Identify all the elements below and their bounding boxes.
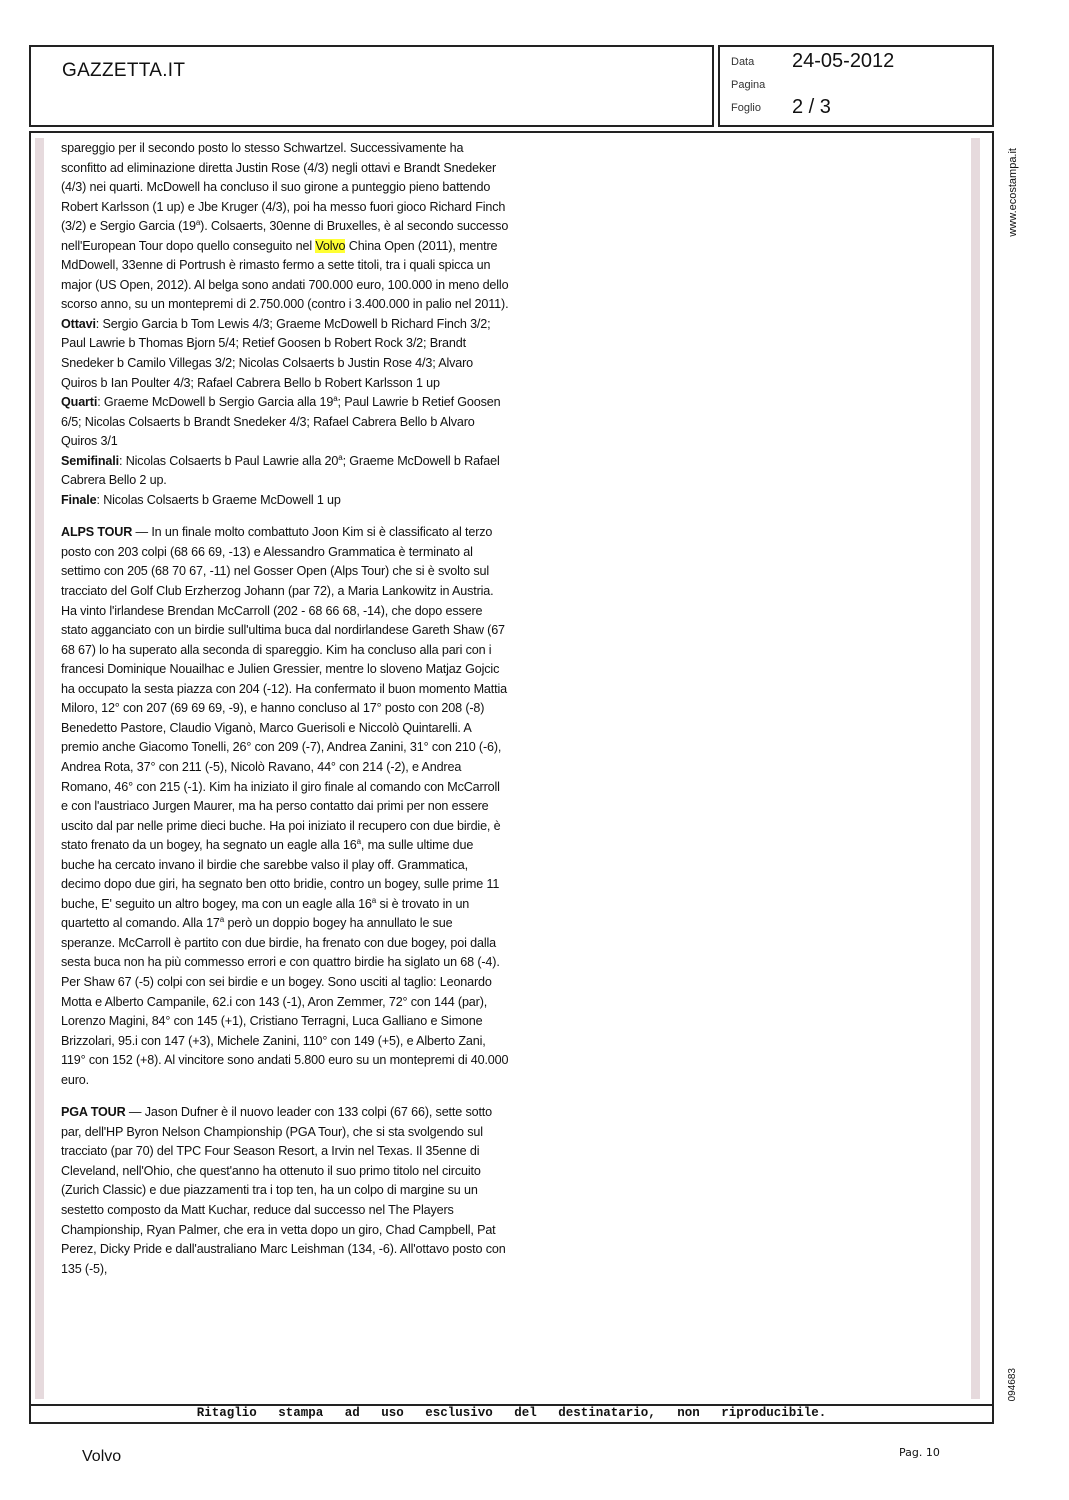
header-source-box	[29, 45, 714, 127]
article-body	[61, 139, 509, 1279]
paragraph-pga-tour: PGA TOUR — Jason Dufner è il nuovo leader con 133 colpi (67 66), sette sotto par, dell'HP Byron Nelson Championship (PGA Tour), che si sta svolgendo sul tracciato (par 70) del TPC Four Season Resort, a Irvin nel Texas. Il 35enne di Cleveland, nell'Ohio, che quest'anno ha ottenuto il suo primo titolo nel circuito (Zurich Classic) e due piazzamenti tra i top ten, ha un colpo di margine su un sestetto composto da Matt Kuchar, reduce dal successo nel The Players Championship, Ryan Palmer, che era in vetta dopo un giro, Chad Campbell, Pat Perez, Dicky Pride e dall'australiano Marc Leishman (134, -6). All'ottavo posto con 135 (-5),	[61, 1105, 506, 1276]
paragraph-quarti: Quarti: Graeme McDowell b Sergio Garcia alla 19$^a$; Paul Lawrie b Retief Goosen 6/5; Nicolas Colsaerts b Brandt Snedeker 4/3; Rafael Cabrera Bello b Alvaro Quiros 3/1	[61, 393, 501, 449]
highlighted-keyword: Volvo	[315, 238, 346, 253]
side-url: www.ecostampa.it	[1007, 148, 1019, 237]
header-meta-box	[718, 45, 994, 127]
date-value: 24-05-2012	[792, 50, 895, 72]
date-label: Data	[731, 56, 755, 68]
paragraph-finale: Finale: Nicolas Colsaerts b Graeme McDowell 1 up	[61, 492, 341, 507]
side-code: 094683	[1007, 1368, 1018, 1402]
page-number: Pag. 10	[899, 1446, 940, 1459]
paragraph-alps-tour: ALPS TOUR — In un finale molto combattuto Joon Kim si è classificato al terzo posto con 203 colpi (68 66 69, -13) e Alessandro Grammatica è terminato al settimo con 205 (68 70 67, -11) nel Gosser Open (Alps Tour) che si è svolto sul tracciato del Golf Club Erzherzog Johann (par 72), a Maria Lankowitz in Austria. Ha vinto l'irlandese Brendan McCarroll (202 - 68 66 68, -14), che dopo essere stato agganciato con un birdie sull'ultima buca dal nordirlandese Gareth Shaw (67 68 67) lo ha superato alla seconda di spareggio. Kim ha concluso alla pari con i francesi Dominique Nouailhac e Julien Gressier, mentre lo sloveno Matjaz Gojcic ha occupato la sesta piazza con 204 (-12). Ha confermato il buon momento Mattia Miloro, 12° con 207 (69 69 69, -9), e hanno concluso al 17° posto con 208 (-8) Benedetto Pastore, Claudio Viganò, Marco Guerisoli e Niccolò Quintarelli. A premio anche Giacomo Tonelli, 26° con 209 (-7), Andrea Zanini, 31° con 210 (-6), Andrea Rota, 37° con 211 (-5), Nicolò Ravano, 44° con 214 (-2), e Andrea Romano, 46° con 215 (-1). Kim ha iniziato il giro finale al comando con McCarroll e con l'austriaco Jurgen Maurer, ma ha perso contatto dai primi per non essere uscito dal par nelle prime dieci buche. Ha poi iniziato il recupero con due birdie, è stato frenato da un bogey, ha segnato un eagle alla 16$^a$, ma sulle ultime due buche ha cercato invano il birdie che sarebbe valso il play off. Grammatica, decimo dopo due giri, ha segnato ben otto bridie, contro un bogey, sulle prime 11 buche, E' seguito un altro bogey, ma con un eagle alla 16$^a$ si è trovato in un quartetto al comando. Alla 17$^a$ però un doppio bogey ha annullato le sue speranze. McCarroll è partito con due birdie, ha frenato con due bogey, poi dalla sesta buca non ha più commesso errori e con quattro birdie ha siglato un 68 (-4). Per Shaw 67 (-5) colpi con sei birdie e un bogey. Sono usciti al taglio: Leonardo Motta e Alberto Campanile, 62.i con 143 (-1), Aron Zemmer, 72° con 144 (par), Lorenzo Magini, 84° con 145 (+1), Cristiano Terragni, Luca Galliano e Simone Brizzolari, 95.i con 147 (+3), Michele Zanini, 110° con 149 (+5), e Alberto Zani, 119° con 152 (+8). Al vincitore sono andati 5.800 euro su un montepremi di 40.000 euro.	[61, 525, 509, 1087]
page-label: Pagina	[731, 79, 766, 91]
source-name: GAZZETTA.IT	[62, 60, 186, 81]
paragraph-ottavi: Ottavi: Sergio Garcia b Tom Lewis 4/3; Graeme McDowell b Richard Finch 3/2; Paul Lawrie b Thomas Bjorn 5/4; Retief Goosen b Robert Rock 3/2; Brandt Snedeker b Camilo Villegas 3/2; Nicolas Colsaerts b Justin Rose 4/3; Alvaro Quiros b Ian Poulter 4/3; Rafael Cabrera Bello b Robert Karlsson 1 up	[61, 316, 491, 390]
paragraph-intro: spareggio per il secondo posto lo stesso Schwartzel. Successivamente ha sconfitto ad eliminazione diretta Justin Rose (4/3) negli ottavi e Brandt Snedeker (4/3) nei quarti. McDowell ha concluso il suo girone a punteggio pieno battendo Robert Karlsson (1 up) e Jbe Kruger (4/3), poi ha messo fuori gioco Richard Finch (3/2) e Sergio Garcia (19$^a$). Colsaerts, 30enne di Bruxelles, è al secondo successo nell'European Tour dopo quello conseguito nel Volvo China Open (2011), mentre MdDowell, 33enne di Portrush è rimasto fermo a sette titoli, tra i quali spicca un major (US Open, 2012). Al belga sono andati 700.000 euro, 100.000 in meno dello scorso anno, su un montepremi di 2.750.000 (contro i 3.400.000 in palio nel 2011).	[61, 141, 509, 312]
right-margin-bar	[971, 138, 980, 1399]
footer-keyword: Volvo	[82, 1448, 122, 1465]
paragraph-semifinali: Semifinali: Nicolas Colsaerts b Paul Lawrie alla 20$^a$; Graeme McDowell b Rafael Cabrera Bello 2 up.	[61, 452, 500, 488]
sheet-value: 2 / 3	[792, 96, 831, 118]
disclaimer-text: Ritaglio stampa ad uso esclusivo del destinatario, non riproducibile.	[196, 1406, 827, 1420]
left-margin-bar	[35, 138, 44, 1399]
sheet-label: Foglio	[731, 102, 761, 114]
